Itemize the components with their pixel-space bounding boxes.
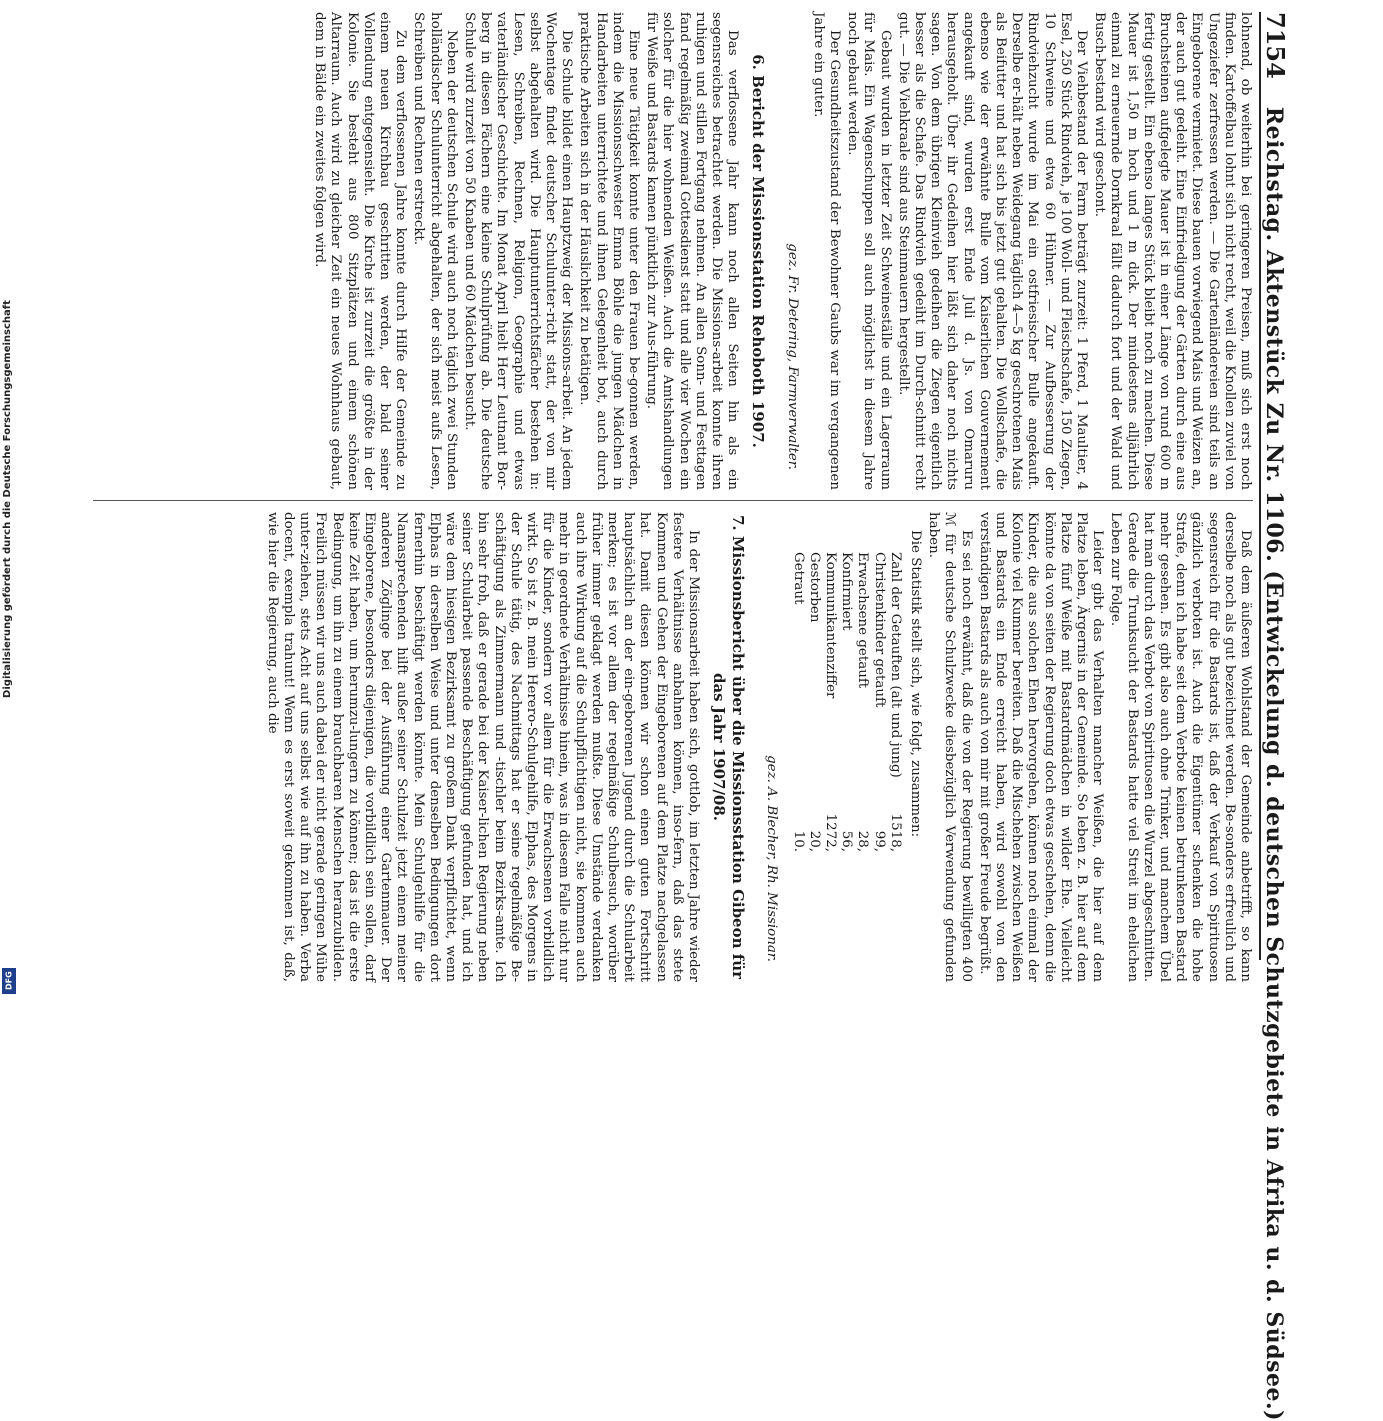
stat-value: 20, [806,830,822,852]
column-divider [93,500,1253,501]
stat-label: Kommunikantenziffer [822,552,838,699]
paragraph: Die Schule bildet einen Hauptzweig der Missions-arbeit. An jedem Wochentage findet deutscher Schulunter-richt statt, der von mir selbst abgehalten wird. Die Hauptunterrichtsfächer bestehen in: Lesen, Schreiben, Rechnen, Religion, Geographie und etwas vaterländischer Geschichte. Im Monat April hielt Herr Leutnant Bor-berg in diesen Fächern eine kleine Schulprüfung ab. Die deutsche Schule wird zurzeit von 50 Knaben und 60 Mädchen besucht. [462,12,575,490]
stat-value: 10. [790,830,806,852]
section-heading: 6. Bericht der Missionsstation Rehoboth 1907. [749,54,768,448]
stat-row [806,552,822,852]
stat-row [789,552,805,852]
signature: gez. A. Blecher, Rh. Missionar. [764,755,780,962]
paragraph: lohnend, ob weiterhin bei geringeren Preisen, muß sich erst noch finden. Kartoffelbau lohnt sich nicht recht, weil die Knollen zuviel von Ungeziefer zerfressen werden. — Die Gartenländereien sind teils an Eingeborene vermietet. Diese bauen vorwiegend Mais und Weizen an, der auch gut gedeiht. Eine Einfriedigung der Gärten durch eine aus Bruchsteinen aufgelegte Mauer ist in einer Länge von rund 600 m fertig gestellt. Ein ebenso langes Stück bleibt noch zu machen. Diese Mauer ist 1,50 m hoch und 1 m dick. Der mindestens alljährlich einmal zu erneuernde Dornkraal fällt dadurch fort und der Wald und Busch-bestand wird geschont. [1092,12,1253,490]
stat-value: 56, [839,830,855,852]
stat-label: Erwachsene getauft [855,552,871,689]
page-header [1259,12,1321,1421]
stat-label: Zahl der Getauften (alt und jung) [887,552,903,778]
dfg-logo: DFG [2,968,16,994]
stat-label: Getraut [790,552,806,605]
stat-value: 99, [871,830,887,852]
stat-label: Konfirmiert [839,552,855,631]
right-column [262,512,1253,982]
stat-label: Christenkinder getauft [871,552,887,708]
paragraph: Der Gesundheitszustand der Bewohner Gaubs war im vergangenen Jahre ein guter. [810,12,842,490]
statistics-table [789,552,902,852]
paragraph: Neben der deutschen Schule wird auch noch täglich zwei Stunden holländischer Schulunterricht abgehalten, der sich meist aufs Lesen, Schreiben und Rechnen erstreckt. [411,12,459,490]
dfg-credit-text: Digitalisierung gefördert durch die Deutsche Forschungsgemeinschaft [2,300,13,698]
stat-value: 1272, [822,813,838,852]
paragraph: Gebaut wurden in letzter Zeit Schweineställe und ein Lagerraum für Mais. Ein Wagenschuppen soll auch möglichst in diesem Jahre noch gebaut werden. [845,12,893,490]
stat-value: 28, [855,830,871,852]
paragraph: Das verflossene Jahr kann noch allen Seiten hin als ein segensreiches betrachtet werden. Die Missions-arbeit konnte ihren ruhigen und stillen Fortgang nehmen. An allen Sonn- und Festtagen fand regelmäßig zweimal Gottesdienst statt und alle vier Wochen ein solcher für die hier wohnenden Weißen. Auch die Amtshandlungen für Weiße und Bastards kamen pünktlich zur Aus-führung. [644,12,741,490]
paragraph: Der Viehbestand der Farm beträgt zurzeit: 1 Pferd, 1 Maultier, 4 Esel, 250 Stück Rindvieh, je 100 Woll- und Fleischschafe, 150 Ziegen, 10 Schweine und etwa 60 Hühner. — Zur Aufbesserung der Rindviehzucht wurde im Mai ein ostfriesischer Bulle angekauft. Derselbe er-hält neben Weidegang täglich 4—5 kg geschrotenen Mais als Beifutter und hat sich bis jetzt gut gehalten. Die Wollschafe, die ebenso wie der erwähnte Bulle vom Kaiserlichen Gouvernement angekauft sind, wurden erst Ende Juli d. Js. von Omaruru herausgeholt. Über ihr Gedeihen hier läßt sich daher noch nichts sagen. Von dem übrigen Kleinvieh gedeihen die Ziegen eigentlich besser als die Schafe. Das Rindvieh gedeiht im Durch-schnitt recht gut. — Die Viehkraale sind aus Steinmauern hergestellt. [895,12,1089,490]
stat-row [870,552,886,852]
paragraph: Die Statistik stellt sich, wie folgt, zusammen: [907,530,923,838]
page-number: 7154 [1261,12,1290,79]
stat-row [822,552,838,852]
stat-label: Gestorben [806,552,822,623]
stat-row [887,552,903,852]
paragraph: Daß dem äußeren Wohlstand der Gemeinde anbetrifft, so kann derselbe noch als gut bezeichnet werden. Be-sonders erfreulich und segensreich für die Bastards ist, daß der Verkauf von Spirituosen gänzlich verboten ist. Auch die Eigentümer schenken die hohe Strafe, denn ich habe seit dem Verbote keinen betrunkenen Bastard mehr gesehen. Es gibt also auch ohne Trinker, und manchem Übel hat man durch das Verbot von Spirituosen die Wurzel abgeschnitten. Gerade die Trunksucht der Bastards hatte viel Streit im ehelichen Leben zur Folge. [1108,512,1253,982]
signature: gez. Fr. Detering, Farmverwalter. [784,243,800,470]
paragraph: Eine neue Tätigkeit konnte unter den Frauen be-gonnen werden, indem die Missionsschwester Emma Böhle die jungen Mädchen in Handarbeiten unterrichtete und ihnen Gelegenheit bot, auch durch praktische Arbeiten sich in der Häuslichkeit zu betätigen. [577,12,642,490]
stat-row [838,552,854,852]
left-column [309,12,1253,490]
paragraph: Zu dem verflossenen Jahre konnte durch Hilfe der Gemeinde zu einem neuen Kirchbau geschritten werden, der bald seiner Vollendung entgegensieht. Die Kirche ist zurzeit die größte in der Kolonie. Sie besteht aus 800 Sitzplätzen und einem schönen Altarraum. Auch wird zu gleicher Zeit ein neues Wohnhaus gebaut, dem in Bälde ein zweites folgen wird. [312,12,409,490]
paragraph: Leider gibt das Verhalten mancher Weißen, die hier auf dem Platze leben, Ärgernis in der Gemeinde. So leben z. B. hier auf dem Platze fünf Weiße mit Bastardmädchen in wilder Ehe. Vielleicht könnte da von seiten der Regierung doch etwas geschehen, denn die Kinder, die aus solchen Ehen hervorgehen, können noch einmal der Kolonie viel Kummer bereiten. Daß die Mischehen zwischen Weißen und Bastards ein Ende erreicht haben, wird sowohl von den verständigen Bastards als auch von mir mit großer Freude begrüßt. [976,512,1106,982]
paragraph: In der Missionsarbeit haben sich, gottlob, im letzten Jahre wieder festere Verhältnisse anbahnen können, inso-fern, daß das stete Kommen und Gehen der Eingeborenen auf dem Platze nachgelassen hat. Damit diesen können wir schon einen guten Fortschritt hauptsächlich an der ein-geborenen Jugend durch die Schularbeit merken; es ist vor allem der regelmäßige Schulbesuch, worüber früher immer geklagt werden mußte. Diese Umstände verdanken auch ihre Wirkung auf die Schulpflichtigen nicht, sie kommen auch mehr in geordnete Verhältnisse hinein, was in diesem Falle nicht nur für die Kinder, sondern vor allem für die Erwachsenen vorbildlich wirkt. So ist z. B. mein Herero-Schulgehilfe, Elphas, des Morgens in der Schule tätig, des Nachmittags hat er seine regelmäßige Be-schäftigung als Zimmermann und -tischler beim Bezirks-amte. Ich bin sehr froh, daß er gerade bei der Kaiser-lichen Regierung neben seiner Schularbeit passende Beschäftigung gefunden hat, und ich wäre dem hiesigen Bezirksamt zu großem Dank verpflichtet, wenn Elphas in derselben Weise und unter denselben Bedingungen dort fernerhin beschäftigt werden könnte. Mein Schulgehilfe für die Namasprechenden hilft außer seiner Schulzeit jetzt einem meiner anderen Zöglinge bei der Ausführung einer Gartenmauer. Der Eingeborene, besonders diejenigen, die vorbildlich sein sollen, darf keine Zeit haben, um herumzu-lungern zu können; das ist die erste Bedingung, um ihn zu einem brauchbaren Menschen heranzubilden. Freilich müssen wir uns auch dabei der nicht gerade geringen Mühe unter-ziehen, stets Acht auf uns selbst wie auf ihn zu haben. Verba docent, exempla trahunt! Wenn es erst soweit gekommen ist, daß, wie hier die Regierung, auch die [264,512,702,982]
section-heading: 7. Missionsbericht über die Missionsstation Gibeon für das Jahr 1907/08. [710,515,748,979]
stat-row [854,552,870,852]
page-title: Reichstag. Aktenstück Zu Nr. 1106. (Entwickelung d. deutschen Schutzgebiete in Afrika u. d. Südsee.) [1261,106,1287,1421]
stat-value: 1518, [887,813,903,852]
paragraph: Es sei noch erwähnt, daß die von der Regierung bewilligten 400 ℳ für deutsche Schulzwecke diesbezüglich Verwendung gefunden haben. [926,512,974,982]
